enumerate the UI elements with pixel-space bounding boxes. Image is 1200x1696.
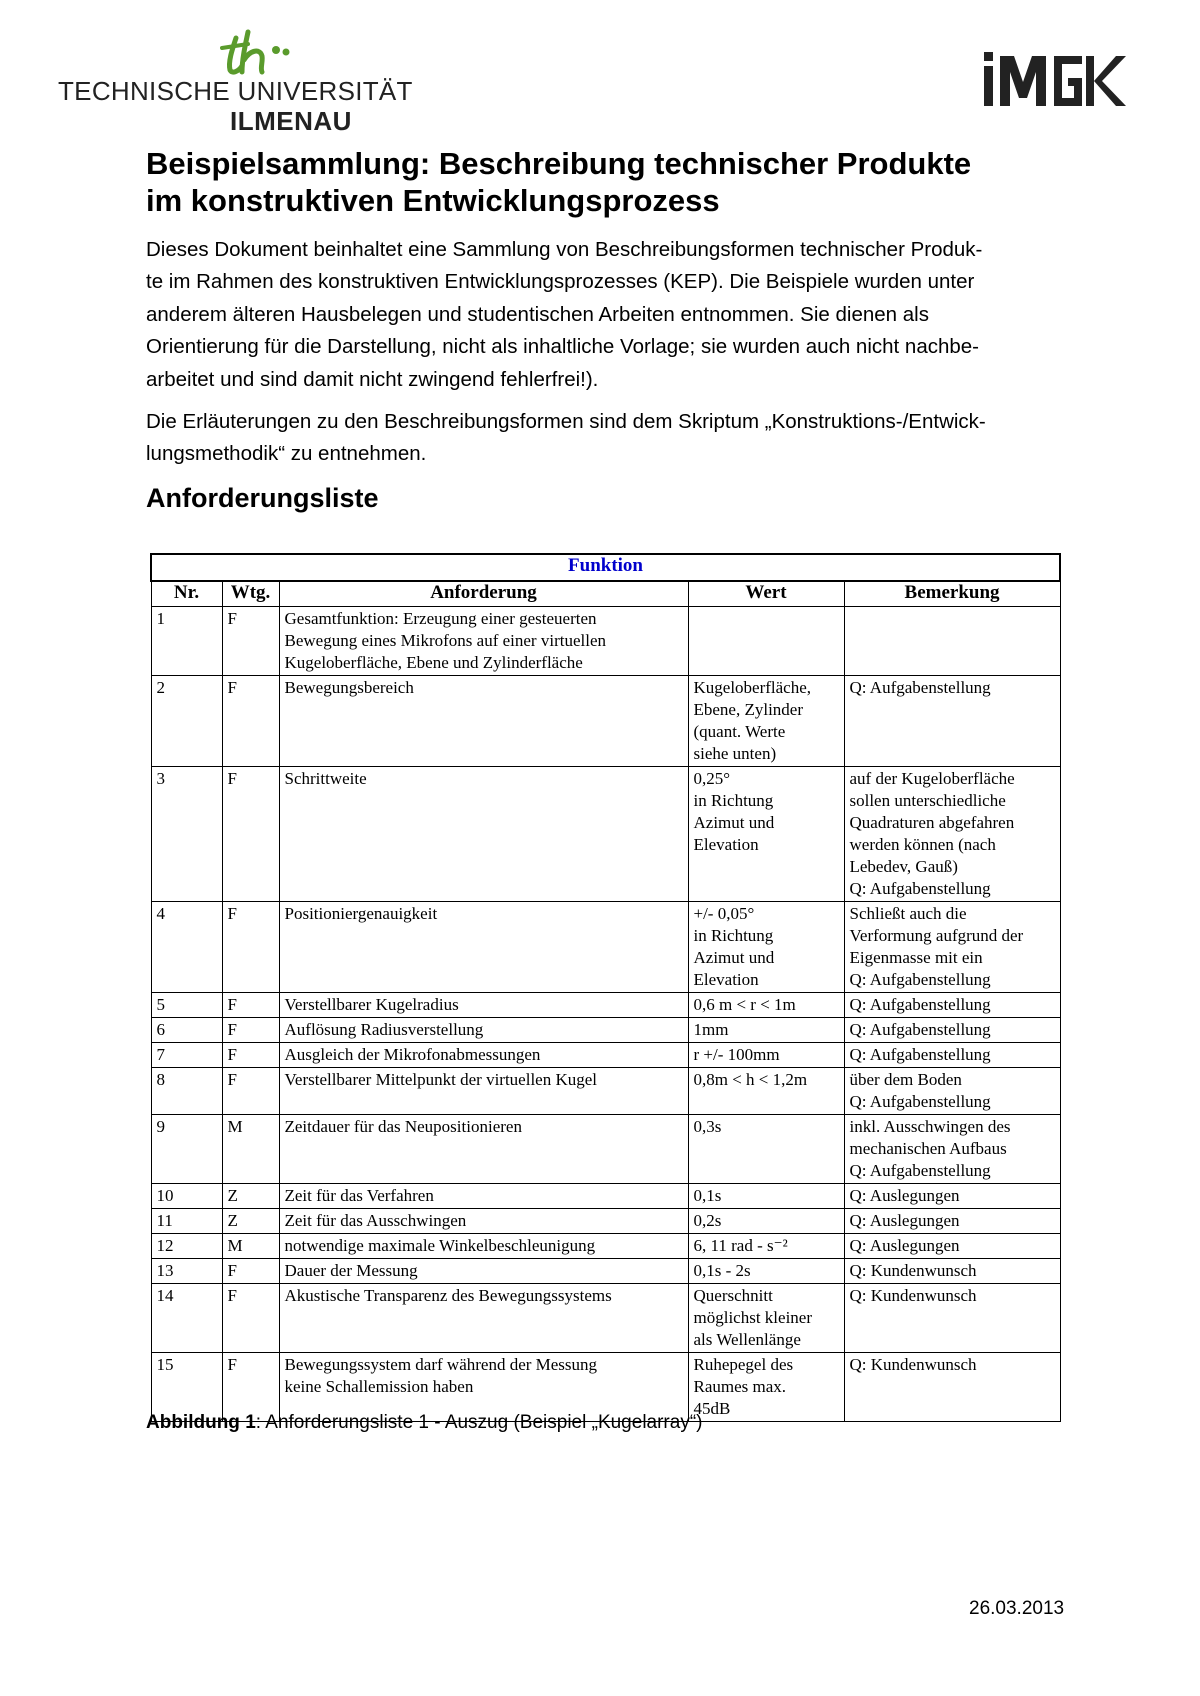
cell-wert (688, 993, 844, 1018)
cell-nr: 13 (151, 1259, 222, 1284)
intro-line: te im Rahmen des konstruktiven Entwicklungsprozesses (KEP). Die Beispiele wurden unter (146, 270, 975, 294)
cell-wert-line: Azimut und (693, 948, 775, 967)
cell-bemerkung-line: auf der Kugeloberfläche (849, 769, 1015, 788)
cell-wtg: F (222, 993, 279, 1018)
cell-anforderung-line: Zeitdauer für das Neupositionieren (284, 1117, 522, 1136)
caption-text: : Anforderungsliste 1 - Auszug (Beispiel „Kugelarray“) (255, 1412, 703, 1433)
reference-paragraph (146, 406, 1086, 471)
cell-wert-line: Azimut und (693, 813, 775, 832)
cell-bemerkung-line: mechanischen Aufbaus (849, 1139, 1007, 1158)
cell-anforderung-line: Kugeloberfläche, Ebene und Zylinderfläche (284, 653, 583, 672)
reference-line: Die Erläuterungen zu den Beschreibungsformen sind dem Skriptum „Konstruktions-/Entwick- (146, 410, 986, 433)
cell-anforderung-line: Gesamtfunktion: Erzeugung einer gesteuerten (284, 609, 597, 628)
cell-anforderung-line: keine Schallemission haben (284, 1377, 474, 1396)
cell-nr: 9 (151, 1115, 222, 1184)
cell-bemerkung-line: Q: Kundenwunsch (849, 1355, 977, 1374)
intro-line: Dieses Dokument beinhaltet eine Sammlung von Beschreibungsformen technischer Produk- (146, 238, 983, 261)
cell-anforderung (279, 676, 688, 767)
cell-anforderung (279, 1234, 688, 1259)
cell-wert-line: 0,1s - 2s (693, 1261, 751, 1280)
cell-wert (688, 1284, 844, 1353)
cell-wert (688, 1259, 844, 1284)
cell-anforderung (279, 902, 688, 993)
cell-wert-line: r +/- 100mm (693, 1045, 780, 1064)
cell-nr: 7 (151, 1043, 222, 1068)
cell-nr: 6 (151, 1018, 222, 1043)
cell-anforderung-line: Positioniergenauigkeit (284, 904, 438, 923)
cell-wtg: F (222, 1259, 279, 1284)
cell-wert-line: 0,3s (693, 1117, 722, 1136)
cell-wert-line: als Wellenlänge (693, 1330, 801, 1349)
table-row (151, 902, 1060, 993)
cell-bemerkung (844, 1234, 1060, 1259)
cell-anforderung (279, 993, 688, 1018)
cell-wtg: F (222, 767, 279, 902)
cell-wert-line: 0,6 m < r < 1m (693, 995, 796, 1014)
cell-bemerkung-line: über dem Boden (849, 1070, 962, 1089)
cell-bemerkung-line: Q: Aufgabenstellung (849, 970, 991, 989)
caption-label: Abbildung 1 (146, 1412, 256, 1433)
cell-bemerkung-line: Q: Aufgabenstellung (849, 678, 991, 697)
cell-anforderung-line: Auflösung Radiusverstellung (284, 1020, 484, 1039)
cell-bemerkung-line: sollen unterschiedliche (849, 791, 1006, 810)
cell-bemerkung (844, 1043, 1060, 1068)
cell-wert-line: möglichst kleiner (693, 1308, 813, 1327)
cell-wert-line: 1mm (693, 1020, 729, 1039)
cell-wtg: F (222, 1018, 279, 1043)
table-row (151, 1018, 1060, 1043)
cell-nr: 11 (151, 1209, 222, 1234)
cell-wert-line: 0,2s (693, 1211, 722, 1230)
cell-anforderung-line: notwendige maximale Winkelbeschleunigung (284, 1236, 596, 1255)
cell-wtg: F (222, 902, 279, 993)
requirements-table-body (151, 607, 1060, 1422)
cell-bemerkung-line: Q: Aufgabenstellung (849, 1020, 991, 1039)
footer-date: 26.03.2013 (969, 1598, 1065, 1619)
cell-wert (688, 1184, 844, 1209)
cell-anforderung (279, 1284, 688, 1353)
cell-bemerkung-line: werden können (nach (849, 835, 996, 854)
cell-bemerkung (844, 1018, 1060, 1043)
column-header-wert: Wert (688, 581, 844, 607)
cell-bemerkung-line: Q: Aufgabenstellung (849, 1045, 991, 1064)
cell-wtg: Z (222, 1209, 279, 1234)
cell-bemerkung-line: Q: Kundenwunsch (849, 1261, 977, 1280)
cell-anforderung (279, 1043, 688, 1068)
tu-logo-mark-icon (218, 28, 308, 78)
cell-wert (688, 1115, 844, 1184)
cell-bemerkung (844, 993, 1060, 1018)
cell-nr: 12 (151, 1234, 222, 1259)
tu-ilmenau-logo (58, 28, 413, 136)
cell-bemerkung-line: Q: Aufgabenstellung (849, 879, 991, 898)
cell-bemerkung (844, 607, 1060, 676)
table-row (151, 676, 1060, 767)
reference-line: lungsmethodik“ zu entnehmen. (146, 442, 427, 466)
column-header-bemerkung: Bemerkung (844, 581, 1060, 607)
table-group-title: Funktion (151, 554, 1060, 581)
cell-bemerkung (844, 1209, 1060, 1234)
cell-wert (688, 1353, 844, 1422)
cell-anforderung-line: Zeit für das Ausschwingen (284, 1211, 467, 1230)
cell-wert (688, 607, 844, 676)
cell-wert-line: (quant. Werte (693, 722, 786, 741)
table-row (151, 1115, 1060, 1184)
cell-bemerkung-line: Q: Auslegungen (849, 1236, 960, 1255)
cell-wert-line: Kugeloberfläche, (693, 678, 812, 697)
cell-bemerkung-line: Verformung aufgrund der (849, 926, 1024, 945)
cell-wert (688, 1018, 844, 1043)
cell-anforderung (279, 1259, 688, 1284)
cell-wert-line: Elevation (693, 970, 759, 989)
cell-nr: 15 (151, 1353, 222, 1422)
cell-anforderung-line: Dauer der Messung (284, 1261, 418, 1280)
cell-bemerkung-line: Q: Aufgabenstellung (849, 1161, 991, 1180)
column-header-wtg: Wtg. (222, 581, 279, 607)
cell-anforderung-line: Verstellbarer Kugelradius (284, 995, 459, 1014)
cell-wtg: Z (222, 1184, 279, 1209)
cell-wtg: M (222, 1234, 279, 1259)
cell-bemerkung-line: Q: Kundenwunsch (849, 1286, 977, 1305)
cell-wert-line: Querschnitt (693, 1286, 773, 1305)
cell-anforderung-line: Bewegung eines Mikrofons auf einer virtuellen (284, 631, 606, 650)
cell-wtg: F (222, 676, 279, 767)
intro-line: anderem älteren Hausbelegen und studentischen Arbeiten entnommen. Sie dienen als (146, 302, 929, 326)
cell-wert-line: Raumes max. (693, 1377, 787, 1396)
cell-wtg: F (222, 1284, 279, 1353)
table-row (151, 1234, 1060, 1259)
cell-anforderung-line: Bewegungsbereich (284, 678, 414, 697)
cell-anforderung (279, 1184, 688, 1209)
cell-wert (688, 902, 844, 993)
table-row (151, 1284, 1060, 1353)
cell-nr: 14 (151, 1284, 222, 1353)
cell-wert-line: 0,8m < h < 1,2m (693, 1070, 808, 1089)
cell-nr: 4 (151, 902, 222, 993)
cell-wtg: F (222, 1043, 279, 1068)
document-title (146, 145, 1106, 219)
cell-wtg: F (222, 1068, 279, 1115)
cell-wert (688, 767, 844, 902)
document-title-line: im konstruktiven Entwicklungsprozess (146, 183, 720, 218)
cell-wert (688, 676, 844, 767)
cell-bemerkung (844, 1184, 1060, 1209)
column-header-anforderung: Anforderung (279, 581, 688, 607)
cell-bemerkung (844, 1115, 1060, 1184)
figure-caption (146, 1412, 702, 1434)
cell-bemerkung (844, 902, 1060, 993)
section-heading: Anforderungsliste (146, 483, 379, 513)
cell-nr: 10 (151, 1184, 222, 1209)
cell-wert (688, 1234, 844, 1259)
cell-wert-line: Ebene, Zylinder (693, 700, 804, 719)
cell-wert-line: in Richtung (693, 791, 774, 810)
cell-wert (688, 1068, 844, 1115)
cell-wert-line: +/- 0,05° (693, 904, 755, 923)
cell-bemerkung (844, 767, 1060, 902)
cell-wert-line: Elevation (693, 835, 759, 854)
cell-anforderung-line: Schrittweite (284, 769, 367, 788)
cell-nr: 1 (151, 607, 222, 676)
imgk-logo-icon (982, 48, 1128, 108)
intro-line: arbeitet und sind damit nicht zwingend fehlerfrei!). (146, 367, 599, 391)
cell-nr: 5 (151, 993, 222, 1018)
table-row (151, 993, 1060, 1018)
cell-wert (688, 1209, 844, 1234)
cell-bemerkung-line: Schließt auch die (849, 904, 967, 923)
cell-bemerkung-line: Lebedev, Gauß) (849, 857, 958, 876)
cell-anforderung-line: Bewegungssystem darf während der Messung (284, 1355, 598, 1374)
cell-wtg: F (222, 607, 279, 676)
cell-anforderung-line: Akustische Transparenz des Bewegungssystems (284, 1286, 612, 1305)
table-row (151, 1068, 1060, 1115)
cell-wert-line: 0,25° (693, 769, 731, 788)
cell-wert-line: 45dB (693, 1399, 731, 1418)
university-city: ILMENAU (230, 106, 352, 136)
cell-wert-line: siehe unten) (693, 744, 777, 763)
cell-bemerkung (844, 1068, 1060, 1115)
cell-wert-line: 0,1s (693, 1186, 722, 1205)
cell-anforderung-line: Verstellbarer Mittelpunkt der virtuellen Kugel (284, 1070, 598, 1089)
table-row (151, 767, 1060, 902)
table-row (151, 1209, 1060, 1234)
cell-bemerkung (844, 1284, 1060, 1353)
cell-anforderung-line: Ausgleich der Mikrofonabmessungen (284, 1045, 541, 1064)
cell-bemerkung-line: Quadraturen abgefahren (849, 813, 1015, 832)
cell-bemerkung (844, 1259, 1060, 1284)
table-row (151, 1259, 1060, 1284)
cell-bemerkung-line: Q: Auslegungen (849, 1211, 960, 1230)
cell-bemerkung (844, 676, 1060, 767)
cell-anforderung (279, 607, 688, 676)
cell-wert-line: 6, 11 rad - s⁻² (693, 1236, 788, 1255)
cell-anforderung (279, 1068, 688, 1115)
table-row (151, 607, 1060, 676)
cell-wtg: F (222, 1353, 279, 1422)
intro-paragraph (146, 234, 1086, 396)
cell-bemerkung-line: Q: Aufgabenstellung (849, 995, 991, 1014)
cell-wert (688, 1043, 844, 1068)
table-row (151, 1043, 1060, 1068)
cell-bemerkung-line: Eigenmasse mit ein (849, 948, 983, 967)
cell-wert-line: in Richtung (693, 926, 774, 945)
cell-anforderung (279, 1209, 688, 1234)
cell-anforderung (279, 1115, 688, 1184)
cell-anforderung (279, 1018, 688, 1043)
cell-nr: 8 (151, 1068, 222, 1115)
requirements-table (150, 553, 1061, 1422)
column-header-nr: Nr. (151, 581, 222, 607)
university-name: TECHNISCHE UNIVERSITÄT (58, 76, 413, 106)
intro-line: Orientierung für die Darstellung, nicht als inhaltliche Vorlage; sie wurden auch nicht nachbe- (146, 335, 980, 359)
cell-anforderung (279, 767, 688, 902)
cell-bemerkung (844, 1353, 1060, 1422)
cell-bemerkung-line: Q: Aufgabenstellung (849, 1092, 991, 1111)
cell-bemerkung-line: inkl. Ausschwingen des (849, 1117, 1011, 1136)
cell-nr: 3 (151, 767, 222, 902)
cell-nr: 2 (151, 676, 222, 767)
cell-bemerkung-line: Q: Auslegungen (849, 1186, 960, 1205)
cell-wert-line: Ruhepegel des (693, 1355, 794, 1374)
document-title-line: Beispielsammlung: Beschreibung technischer Produkte (146, 146, 972, 181)
table-row (151, 1184, 1060, 1209)
cell-anforderung-line: Zeit für das Verfahren (284, 1186, 434, 1205)
cell-wtg: M (222, 1115, 279, 1184)
